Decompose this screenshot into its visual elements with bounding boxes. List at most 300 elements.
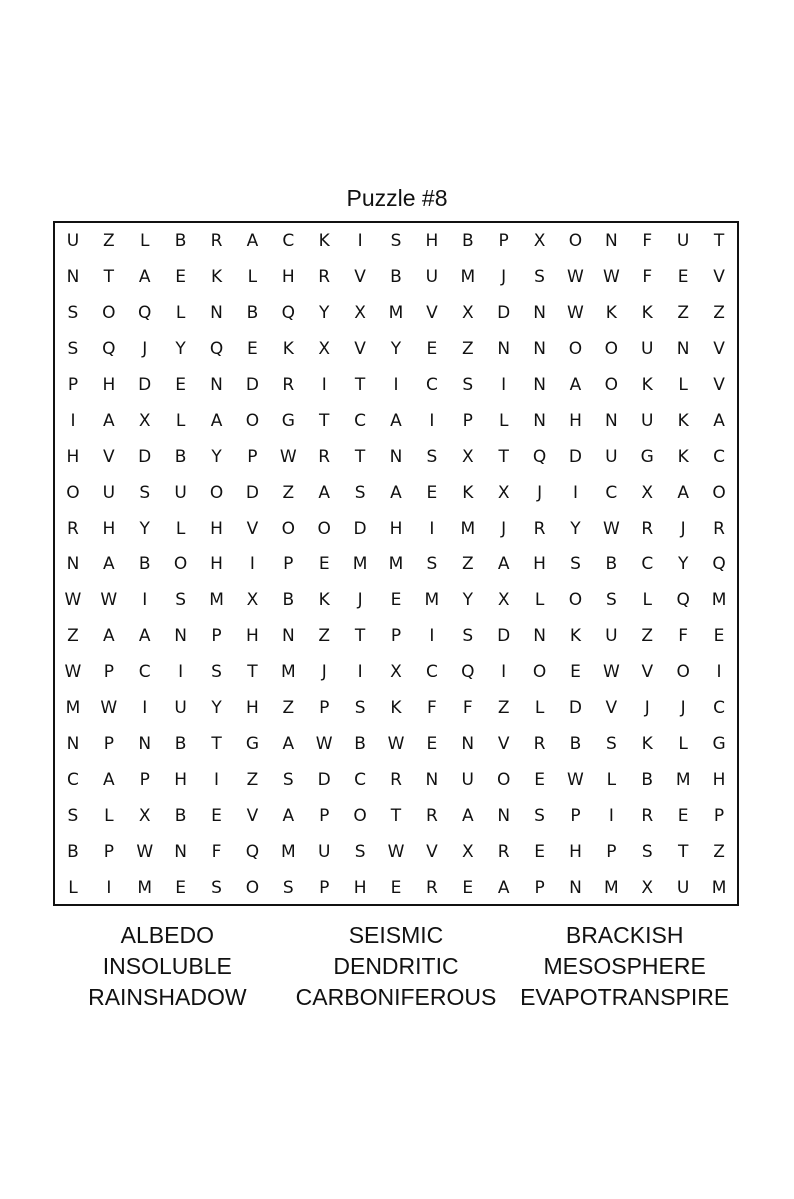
grid-cell[interactable]: Z bbox=[67, 626, 79, 647]
grid-cell[interactable]: L bbox=[175, 410, 186, 431]
grid-cell[interactable]: P bbox=[462, 410, 473, 431]
grid-cell[interactable]: I bbox=[70, 410, 76, 431]
grid-cell[interactable]: E bbox=[462, 878, 474, 899]
grid-cell[interactable]: H bbox=[246, 698, 259, 719]
grid-cell[interactable]: L bbox=[678, 374, 688, 395]
grid-cell[interactable]: N bbox=[66, 554, 80, 575]
grid-cell[interactable]: E bbox=[677, 806, 689, 827]
grid-cell[interactable]: U bbox=[102, 482, 116, 503]
grid-cell[interactable]: S bbox=[605, 734, 617, 755]
grid-cell[interactable]: X bbox=[641, 878, 654, 899]
grid-cell[interactable]: J bbox=[501, 266, 507, 287]
grid-cell[interactable]: I bbox=[501, 374, 507, 395]
grid-cell[interactable]: U bbox=[641, 338, 654, 359]
grid-cell[interactable]: B bbox=[174, 230, 187, 251]
grid-cell[interactable]: P bbox=[570, 806, 581, 827]
grid-cell[interactable]: L bbox=[678, 734, 688, 755]
grid-cell[interactable]: J bbox=[357, 590, 363, 611]
grid-cell[interactable]: G bbox=[712, 734, 726, 755]
grid-cell[interactable]: I bbox=[321, 374, 327, 395]
grid-cell[interactable]: W bbox=[567, 770, 584, 791]
grid-cell[interactable]: S bbox=[534, 266, 545, 287]
grid-cell[interactable]: N bbox=[533, 338, 546, 359]
grid-cell[interactable]: T bbox=[354, 626, 366, 647]
grid-cell[interactable]: A bbox=[103, 554, 115, 575]
grid-cell[interactable]: T bbox=[319, 410, 330, 431]
grid-cell[interactable]: B bbox=[605, 554, 618, 575]
grid-cell[interactable]: K bbox=[390, 698, 402, 719]
grid-cell[interactable]: S bbox=[282, 878, 294, 899]
grid-cell[interactable]: O bbox=[317, 518, 331, 539]
grid-cell[interactable]: T bbox=[103, 266, 115, 287]
grid-cell[interactable]: L bbox=[247, 266, 258, 287]
grid-cell[interactable]: A bbox=[318, 482, 331, 503]
grid-cell[interactable]: R bbox=[497, 842, 510, 863]
grid-cell[interactable]: A bbox=[569, 374, 582, 395]
grid-cell[interactable]: R bbox=[641, 806, 654, 827]
grid-cell[interactable]: S bbox=[67, 338, 79, 359]
grid-cell[interactable]: C bbox=[425, 662, 438, 683]
grid-cell[interactable]: B bbox=[354, 734, 366, 755]
grid-cell[interactable]: M bbox=[352, 554, 368, 575]
grid-cell[interactable]: Q bbox=[102, 338, 116, 359]
grid-cell[interactable]: T bbox=[247, 662, 258, 683]
grid-cell[interactable]: C bbox=[713, 698, 725, 719]
grid-cell[interactable]: R bbox=[318, 446, 331, 467]
grid-cell[interactable]: R bbox=[210, 230, 223, 251]
grid-cell[interactable]: N bbox=[497, 338, 511, 359]
grid-cell[interactable]: U bbox=[66, 230, 80, 251]
grid-cell[interactable]: W bbox=[567, 302, 584, 323]
grid-cell[interactable]: P bbox=[713, 806, 725, 827]
grid-cell[interactable]: V bbox=[246, 806, 259, 827]
grid-cell[interactable]: D bbox=[497, 626, 511, 647]
grid-cell[interactable]: I bbox=[716, 662, 722, 683]
grid-cell[interactable]: V bbox=[426, 302, 438, 323]
grid-cell[interactable]: N bbox=[281, 626, 295, 647]
grid-cell[interactable]: A bbox=[138, 626, 151, 647]
grid-cell[interactable]: I bbox=[429, 410, 435, 431]
grid-cell[interactable]: O bbox=[568, 338, 583, 359]
grid-cell[interactable]: O bbox=[604, 374, 619, 395]
grid-cell[interactable]: S bbox=[426, 446, 438, 467]
grid-cell[interactable]: J bbox=[644, 698, 650, 719]
grid-cell[interactable]: W bbox=[100, 590, 118, 611]
grid-cell[interactable]: V bbox=[605, 698, 618, 719]
grid-cell[interactable]: H bbox=[281, 266, 295, 287]
grid-cell[interactable]: E bbox=[247, 338, 258, 359]
grid-cell[interactable]: F bbox=[462, 698, 473, 719]
grid-cell[interactable]: J bbox=[537, 482, 543, 503]
grid-cell[interactable]: S bbox=[175, 590, 187, 611]
grid-cell[interactable]: E bbox=[175, 878, 186, 899]
grid-cell[interactable]: N bbox=[461, 734, 475, 755]
grid-cell[interactable]: X bbox=[354, 302, 366, 323]
grid-cell[interactable]: D bbox=[568, 698, 582, 719]
grid-cell[interactable]: A bbox=[713, 410, 725, 431]
grid-cell[interactable]: B bbox=[174, 446, 187, 467]
grid-cell[interactable]: P bbox=[103, 734, 114, 755]
grid-cell[interactable]: T bbox=[354, 446, 366, 467]
grid-cell[interactable]: R bbox=[533, 734, 546, 755]
grid-cell[interactable]: A bbox=[210, 410, 223, 431]
grid-cell[interactable]: W bbox=[64, 590, 82, 611]
grid-cell[interactable]: Q bbox=[532, 446, 547, 467]
grid-cell[interactable]: P bbox=[390, 626, 402, 647]
grid-cell[interactable]: D bbox=[138, 374, 152, 395]
grid-cell[interactable]: Q bbox=[245, 842, 260, 863]
grid-cell[interactable]: K bbox=[641, 302, 653, 323]
grid-cell[interactable]: L bbox=[68, 878, 78, 899]
grid-cell[interactable]: U bbox=[605, 626, 618, 647]
grid-cell[interactable]: L bbox=[104, 806, 114, 827]
grid-cell[interactable]: P bbox=[211, 626, 222, 647]
grid-cell[interactable]: Z bbox=[282, 482, 295, 503]
grid-cell[interactable]: S bbox=[67, 806, 79, 827]
grid-cell[interactable]: X bbox=[246, 590, 259, 611]
grid-cell[interactable]: D bbox=[497, 302, 511, 323]
grid-cell[interactable]: C bbox=[67, 770, 79, 791]
grid-cell[interactable]: H bbox=[533, 554, 546, 575]
grid-cell[interactable]: W bbox=[387, 734, 405, 755]
grid-cell[interactable]: W bbox=[136, 842, 154, 863]
grid-cell[interactable]: V bbox=[713, 266, 725, 287]
grid-cell[interactable]: S bbox=[211, 662, 222, 683]
grid-cell[interactable]: V bbox=[426, 842, 438, 863]
grid-cell[interactable]: E bbox=[534, 842, 545, 863]
grid-cell[interactable]: N bbox=[66, 266, 80, 287]
grid-cell[interactable]: C bbox=[713, 446, 725, 467]
grid-cell[interactable]: A bbox=[282, 806, 295, 827]
grid-cell[interactable]: T bbox=[354, 374, 366, 395]
grid-cell[interactable]: B bbox=[138, 554, 151, 575]
grid-cell[interactable]: U bbox=[317, 842, 331, 863]
grid-cell[interactable]: B bbox=[67, 842, 79, 863]
grid-cell[interactable]: K bbox=[462, 482, 474, 503]
grid-cell[interactable]: I bbox=[106, 878, 112, 899]
grid-cell[interactable]: A bbox=[138, 266, 151, 287]
grid-cell[interactable]: N bbox=[174, 626, 187, 647]
grid-cell[interactable]: U bbox=[676, 878, 690, 899]
grid-cell[interactable]: W bbox=[602, 266, 620, 287]
grid-cell[interactable]: A bbox=[103, 410, 115, 431]
grid-cell[interactable]: E bbox=[426, 338, 438, 359]
grid-cell[interactable]: A bbox=[282, 734, 295, 755]
grid-cell[interactable]: E bbox=[318, 554, 330, 575]
grid-cell[interactable]: Z bbox=[282, 698, 295, 719]
grid-cell[interactable]: X bbox=[533, 230, 546, 251]
grid-cell[interactable]: O bbox=[712, 482, 726, 503]
grid-cell[interactable]: H bbox=[569, 842, 582, 863]
grid-cell[interactable]: I bbox=[501, 662, 507, 683]
grid-cell[interactable]: K bbox=[318, 230, 330, 251]
grid-cell[interactable]: B bbox=[641, 770, 654, 791]
grid-cell[interactable]: S bbox=[354, 842, 366, 863]
grid-cell[interactable]: I bbox=[393, 374, 399, 395]
grid-cell[interactable]: X bbox=[461, 446, 474, 467]
grid-cell[interactable]: S bbox=[390, 230, 402, 251]
grid-cell[interactable]: Z bbox=[713, 842, 725, 863]
grid-cell[interactable]: P bbox=[247, 446, 258, 467]
grid-cell[interactable]: M bbox=[711, 590, 727, 611]
grid-cell[interactable]: B bbox=[461, 230, 474, 251]
grid-cell[interactable]: M bbox=[711, 878, 727, 899]
grid-cell[interactable]: O bbox=[604, 338, 619, 359]
grid-cell[interactable]: V bbox=[641, 662, 654, 683]
grid-cell[interactable]: O bbox=[532, 662, 547, 683]
grid-cell[interactable]: C bbox=[641, 554, 654, 575]
grid-cell[interactable]: W bbox=[64, 662, 82, 683]
grid-cell[interactable]: D bbox=[353, 518, 367, 539]
grid-cell[interactable]: M bbox=[137, 878, 153, 899]
grid-cell[interactable]: A bbox=[246, 230, 259, 251]
grid-cell[interactable]: E bbox=[390, 878, 402, 899]
grid-cell[interactable]: A bbox=[390, 410, 402, 431]
grid-cell[interactable]: Z bbox=[677, 302, 689, 323]
grid-cell[interactable]: M bbox=[675, 770, 691, 791]
grid-cell[interactable]: N bbox=[533, 410, 546, 431]
grid-cell[interactable]: E bbox=[175, 374, 186, 395]
grid-cell[interactable]: Z bbox=[713, 302, 725, 323]
grid-cell[interactable]: X bbox=[497, 482, 510, 503]
grid-cell[interactable]: L bbox=[175, 518, 186, 539]
grid-cell[interactable]: F bbox=[678, 626, 689, 647]
grid-cell[interactable]: O bbox=[173, 554, 188, 575]
grid-cell[interactable]: Y bbox=[570, 518, 581, 539]
grid-cell[interactable]: Y bbox=[319, 302, 330, 323]
grid-cell[interactable]: R bbox=[713, 518, 725, 539]
grid-cell[interactable]: P bbox=[319, 698, 330, 719]
grid-cell[interactable]: K bbox=[210, 266, 223, 287]
grid-cell[interactable]: S bbox=[139, 482, 151, 503]
grid-cell[interactable]: F bbox=[211, 842, 222, 863]
grid-cell[interactable]: Y bbox=[211, 698, 222, 719]
grid-cell[interactable]: I bbox=[249, 554, 255, 575]
grid-cell[interactable]: U bbox=[676, 230, 690, 251]
grid-cell[interactable]: Z bbox=[103, 230, 115, 251]
grid-cell[interactable]: V bbox=[497, 734, 510, 755]
grid-cell[interactable]: A bbox=[461, 806, 474, 827]
grid-cell[interactable]: D bbox=[568, 446, 582, 467]
grid-cell[interactable]: X bbox=[138, 806, 151, 827]
grid-cell[interactable]: H bbox=[389, 518, 403, 539]
grid-cell[interactable]: P bbox=[139, 770, 150, 791]
grid-cell[interactable]: F bbox=[642, 230, 653, 251]
grid-cell[interactable]: B bbox=[282, 590, 295, 611]
grid-cell[interactable]: M bbox=[460, 518, 476, 539]
grid-cell[interactable]: O bbox=[568, 230, 583, 251]
grid-cell[interactable]: N bbox=[605, 230, 618, 251]
grid-cell[interactable]: V bbox=[354, 266, 366, 287]
grid-cell[interactable]: O bbox=[245, 878, 260, 899]
grid-cell[interactable]: S bbox=[570, 554, 581, 575]
grid-cell[interactable]: P bbox=[606, 842, 617, 863]
grid-cell[interactable]: N bbox=[676, 338, 690, 359]
grid-cell[interactable]: E bbox=[534, 770, 545, 791]
grid-cell[interactable]: Z bbox=[246, 770, 259, 791]
grid-cell[interactable]: N bbox=[569, 878, 582, 899]
grid-cell[interactable]: A bbox=[677, 482, 689, 503]
grid-cell[interactable]: H bbox=[210, 518, 223, 539]
grid-cell[interactable]: C bbox=[425, 374, 438, 395]
grid-cell[interactable]: M bbox=[460, 266, 476, 287]
grid-cell[interactable]: V bbox=[354, 338, 366, 359]
grid-cell[interactable]: X bbox=[138, 410, 151, 431]
grid-cell[interactable]: O bbox=[676, 662, 690, 683]
grid-cell[interactable]: J bbox=[501, 518, 507, 539]
grid-cell[interactable]: N bbox=[425, 770, 439, 791]
grid-cell[interactable]: B bbox=[246, 302, 259, 323]
grid-cell[interactable]: W bbox=[315, 734, 333, 755]
grid-cell[interactable]: K bbox=[605, 302, 617, 323]
grid-cell[interactable]: E bbox=[390, 590, 402, 611]
grid-cell[interactable]: D bbox=[245, 482, 259, 503]
grid-cell[interactable]: J bbox=[142, 338, 148, 359]
grid-cell[interactable]: O bbox=[102, 302, 116, 323]
grid-cell[interactable]: J bbox=[321, 662, 327, 683]
grid-cell[interactable]: S bbox=[462, 626, 474, 647]
grid-cell[interactable]: C bbox=[138, 662, 151, 683]
grid-cell[interactable]: H bbox=[210, 554, 223, 575]
grid-cell[interactable]: E bbox=[175, 266, 186, 287]
grid-cell[interactable]: Y bbox=[462, 590, 473, 611]
grid-cell[interactable]: P bbox=[319, 806, 330, 827]
grid-cell[interactable]: H bbox=[712, 770, 726, 791]
grid-cell[interactable]: H bbox=[66, 446, 80, 467]
grid-cell[interactable]: E bbox=[426, 734, 438, 755]
grid-cell[interactable]: W bbox=[387, 842, 405, 863]
grid-cell[interactable]: Z bbox=[497, 698, 510, 719]
grid-cell[interactable]: T bbox=[211, 734, 222, 755]
grid-cell[interactable]: M bbox=[280, 842, 296, 863]
grid-cell[interactable]: X bbox=[318, 338, 331, 359]
grid-cell[interactable]: D bbox=[138, 446, 152, 467]
grid-cell[interactable]: L bbox=[534, 590, 545, 611]
grid-cell[interactable]: I bbox=[572, 482, 578, 503]
grid-cell[interactable]: Q bbox=[712, 554, 726, 575]
grid-cell[interactable]: K bbox=[677, 410, 689, 431]
grid-cell[interactable]: L bbox=[175, 302, 186, 323]
grid-cell[interactable]: Y bbox=[390, 338, 402, 359]
grid-cell[interactable]: B bbox=[174, 806, 187, 827]
grid-cell[interactable]: S bbox=[426, 554, 438, 575]
grid-cell[interactable]: K bbox=[641, 374, 653, 395]
grid-cell[interactable]: I bbox=[142, 698, 148, 719]
grid-cell[interactable]: O bbox=[496, 770, 511, 791]
grid-cell[interactable]: U bbox=[174, 698, 187, 719]
grid-cell[interactable]: C bbox=[282, 230, 295, 251]
grid-cell[interactable]: T bbox=[677, 842, 689, 863]
grid-cell[interactable]: N bbox=[138, 734, 152, 755]
grid-cell[interactable]: W bbox=[279, 446, 297, 467]
grid-cell[interactable]: R bbox=[390, 770, 402, 791]
grid-cell[interactable]: U bbox=[425, 266, 439, 287]
grid-cell[interactable]: N bbox=[497, 806, 511, 827]
grid-cell[interactable]: I bbox=[178, 662, 184, 683]
grid-cell[interactable]: A bbox=[390, 482, 402, 503]
grid-cell[interactable]: H bbox=[102, 374, 116, 395]
grid-cell[interactable]: U bbox=[641, 410, 654, 431]
grid-cell[interactable]: Y bbox=[139, 518, 150, 539]
grid-cell[interactable]: O bbox=[568, 590, 583, 611]
grid-cell[interactable]: O bbox=[66, 482, 80, 503]
grid-cell[interactable]: E bbox=[677, 266, 689, 287]
grid-cell[interactable]: L bbox=[534, 698, 545, 719]
grid-cell[interactable]: O bbox=[353, 806, 367, 827]
grid-cell[interactable]: W bbox=[100, 698, 118, 719]
grid-cell[interactable]: U bbox=[174, 482, 187, 503]
grid-cell[interactable]: H bbox=[102, 518, 116, 539]
grid-cell[interactable]: H bbox=[569, 410, 582, 431]
grid-cell[interactable]: I bbox=[429, 518, 435, 539]
grid-cell[interactable]: X bbox=[390, 662, 402, 683]
grid-cell[interactable]: B bbox=[569, 734, 582, 755]
grid-cell[interactable]: H bbox=[425, 230, 439, 251]
grid-cell[interactable]: O bbox=[209, 482, 224, 503]
grid-cell[interactable]: P bbox=[319, 878, 330, 899]
grid-cell[interactable]: I bbox=[142, 590, 148, 611]
grid-cell[interactable]: N bbox=[389, 446, 403, 467]
grid-cell[interactable]: H bbox=[174, 770, 188, 791]
grid-cell[interactable]: T bbox=[390, 806, 402, 827]
grid-cell[interactable]: Q bbox=[281, 302, 295, 323]
grid-cell[interactable]: R bbox=[641, 518, 654, 539]
grid-cell[interactable]: X bbox=[497, 590, 510, 611]
grid-cell[interactable]: M bbox=[388, 554, 404, 575]
grid-cell[interactable]: Q bbox=[138, 302, 152, 323]
grid-cell[interactable]: R bbox=[425, 878, 438, 899]
grid-cell[interactable]: L bbox=[498, 410, 509, 431]
grid-cell[interactable]: V bbox=[713, 338, 725, 359]
grid-cell[interactable]: H bbox=[246, 626, 259, 647]
grid-cell[interactable]: N bbox=[174, 842, 187, 863]
grid-cell[interactable]: S bbox=[67, 302, 79, 323]
grid-cell[interactable]: S bbox=[534, 806, 545, 827]
grid-cell[interactable]: N bbox=[533, 302, 546, 323]
grid-cell[interactable]: R bbox=[533, 518, 546, 539]
grid-cell[interactable]: E bbox=[713, 626, 725, 647]
grid-cell[interactable]: C bbox=[354, 770, 367, 791]
grid-cell[interactable]: S bbox=[354, 482, 366, 503]
grid-cell[interactable]: I bbox=[608, 806, 614, 827]
grid-cell[interactable]: L bbox=[139, 230, 150, 251]
grid-cell[interactable]: K bbox=[318, 590, 330, 611]
grid-cell[interactable]: H bbox=[353, 878, 367, 899]
grid-cell[interactable]: M bbox=[388, 302, 404, 323]
grid-cell[interactable]: C bbox=[605, 482, 618, 503]
grid-cell[interactable]: Z bbox=[318, 626, 331, 647]
grid-cell[interactable]: B bbox=[174, 734, 187, 755]
grid-cell[interactable]: K bbox=[569, 626, 582, 647]
grid-cell[interactable]: W bbox=[602, 518, 620, 539]
grid-cell[interactable]: I bbox=[214, 770, 220, 791]
grid-cell[interactable]: B bbox=[390, 266, 402, 287]
grid-cell[interactable]: K bbox=[641, 734, 653, 755]
grid-cell[interactable]: F bbox=[642, 266, 653, 287]
grid-cell[interactable]: L bbox=[606, 770, 617, 791]
grid-cell[interactable]: Z bbox=[641, 626, 654, 647]
grid-cell[interactable]: V bbox=[713, 374, 725, 395]
grid-cell[interactable]: N bbox=[66, 734, 80, 755]
grid-cell[interactable]: N bbox=[210, 302, 223, 323]
grid-cell[interactable]: K bbox=[282, 338, 294, 359]
grid-cell[interactable]: T bbox=[498, 446, 509, 467]
grid-cell[interactable]: R bbox=[318, 266, 331, 287]
grid-cell[interactable]: S bbox=[605, 590, 617, 611]
grid-cell[interactable]: Y bbox=[175, 338, 186, 359]
grid-cell[interactable]: S bbox=[354, 698, 366, 719]
grid-cell[interactable]: P bbox=[283, 554, 294, 575]
